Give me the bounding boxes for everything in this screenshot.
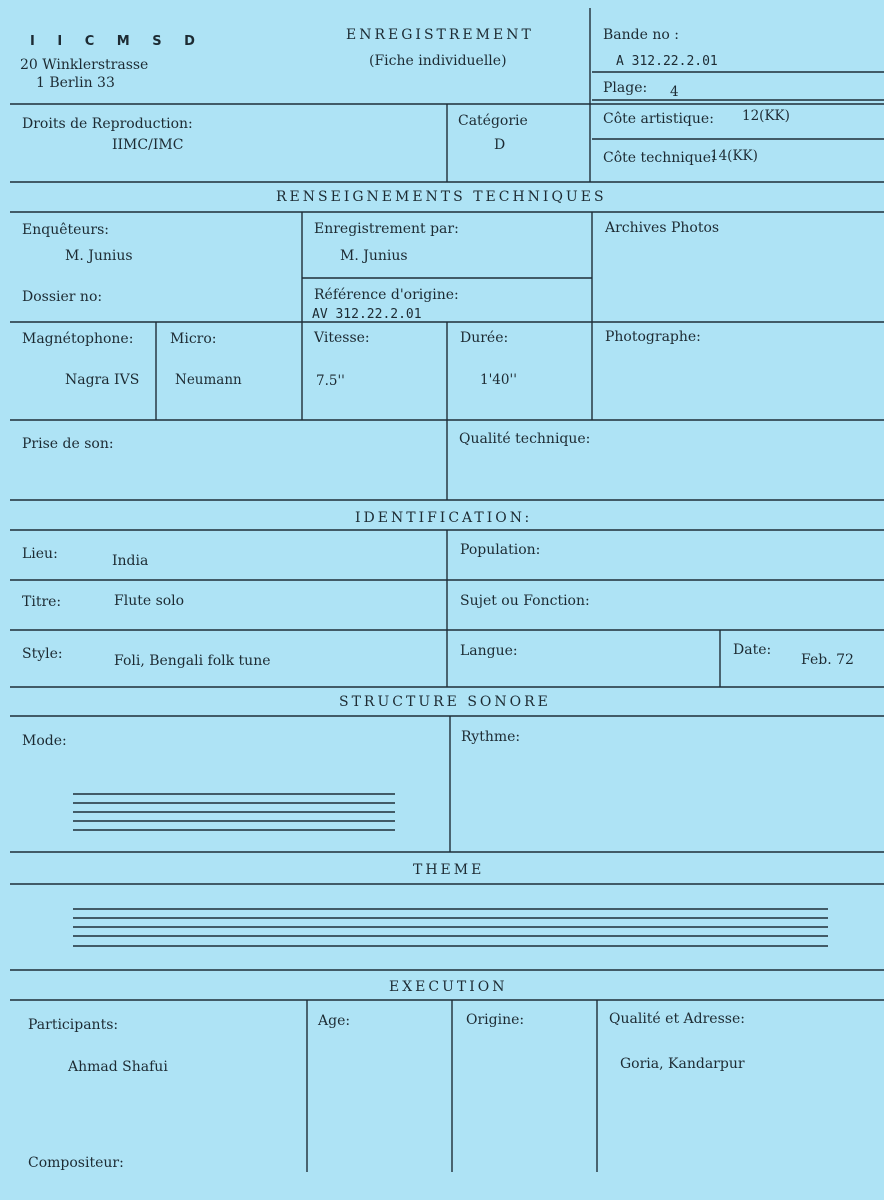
participants-value: Ahmad Shafui xyxy=(68,1059,168,1075)
categorie-value: D xyxy=(494,137,506,153)
enregistrement-par-label: Enregistrement par: xyxy=(314,221,459,237)
mode-label: Mode: xyxy=(22,733,67,749)
section-title-structure: STRUCTURE SONORE xyxy=(339,694,551,710)
dossier-label: Dossier no: xyxy=(22,289,103,305)
langue-label: Langue: xyxy=(460,643,518,659)
date-label: Date: xyxy=(733,642,772,658)
enregistrement-par-value: M. Junius xyxy=(340,248,408,264)
archives-photos-label: Archives Photos xyxy=(605,220,720,236)
org-name: I I C M S D xyxy=(30,34,204,49)
titre-label: Titre: xyxy=(22,594,62,610)
bande-label: Bande no : xyxy=(603,27,679,43)
qualite-adresse-value: Goria, Kandarpur xyxy=(620,1056,745,1072)
bande-value: A 312.22.2.01 xyxy=(616,54,718,69)
style-value: Foli, Bengali folk tune xyxy=(114,653,271,669)
qualite-adresse-label: Qualité et Adresse: xyxy=(609,1011,745,1027)
section-title-identification: IDENTIFICATION: xyxy=(355,510,533,526)
categorie-label: Catégorie xyxy=(458,113,528,129)
compositeur-label: Compositeur: xyxy=(28,1155,124,1171)
plage-label: Plage: xyxy=(603,80,648,96)
micro-label: Micro: xyxy=(170,331,217,347)
reference-value: AV 312.22.2.01 xyxy=(312,307,422,322)
magnetophone-value: Nagra IVS xyxy=(65,372,140,388)
cote-artistique-value: 12(KK) xyxy=(742,108,790,124)
org-city: 1 Berlin 33 xyxy=(36,75,115,91)
form-title: ENREGISTREMENT xyxy=(346,27,534,43)
reference-label: Référence d'origine: xyxy=(314,287,459,303)
origine-label: Origine: xyxy=(466,1012,525,1028)
section-title-techniques: RENSEIGNEMENTS TECHNIQUES xyxy=(276,189,607,205)
magnetophone-label: Magnétophone: xyxy=(22,331,134,347)
prise-de-son-label: Prise de son: xyxy=(22,436,114,452)
enqueteurs-value: M. Junius xyxy=(65,248,133,264)
droits-label: Droits de Reproduction: xyxy=(22,116,193,132)
cote-technique-label: Côte technique: xyxy=(603,150,716,166)
enqueteurs-label: Enquêteurs: xyxy=(22,222,110,238)
micro-value: Neumann xyxy=(175,372,242,388)
droits-value: IIMC/IMC xyxy=(112,137,184,153)
vitesse-value: 7.5'' xyxy=(316,373,345,389)
titre-value: Flute solo xyxy=(114,593,185,609)
lieu-value: India xyxy=(112,553,149,569)
style-label: Style: xyxy=(22,646,63,662)
duree-value: 1'40'' xyxy=(480,372,517,388)
form-subtitle: (Fiche individuelle) xyxy=(369,53,507,69)
section-title-execution: EXECUTION xyxy=(389,979,508,995)
cote-technique-value: 14(KK) xyxy=(710,148,758,164)
vitesse-label: Vitesse: xyxy=(314,330,370,346)
population-label: Population: xyxy=(460,542,541,558)
photographe-label: Photographe: xyxy=(605,329,701,345)
rythme-label: Rythme: xyxy=(461,729,521,745)
date-value: Feb. 72 xyxy=(801,652,854,668)
lieu-label: Lieu: xyxy=(22,546,58,562)
sujet-fonction-label: Sujet ou Fonction: xyxy=(460,593,590,609)
duree-label: Durée: xyxy=(460,330,509,346)
cote-artistique-label: Côte artistique: xyxy=(603,111,714,127)
qualite-technique-label: Qualité technique: xyxy=(459,431,591,447)
org-street: 20 Winklerstrasse xyxy=(20,57,149,73)
section-title-theme: THEME xyxy=(413,862,485,878)
plage-value: 4 xyxy=(670,84,679,100)
age-label: Age: xyxy=(318,1013,351,1029)
participants-label: Participants: xyxy=(28,1017,119,1033)
